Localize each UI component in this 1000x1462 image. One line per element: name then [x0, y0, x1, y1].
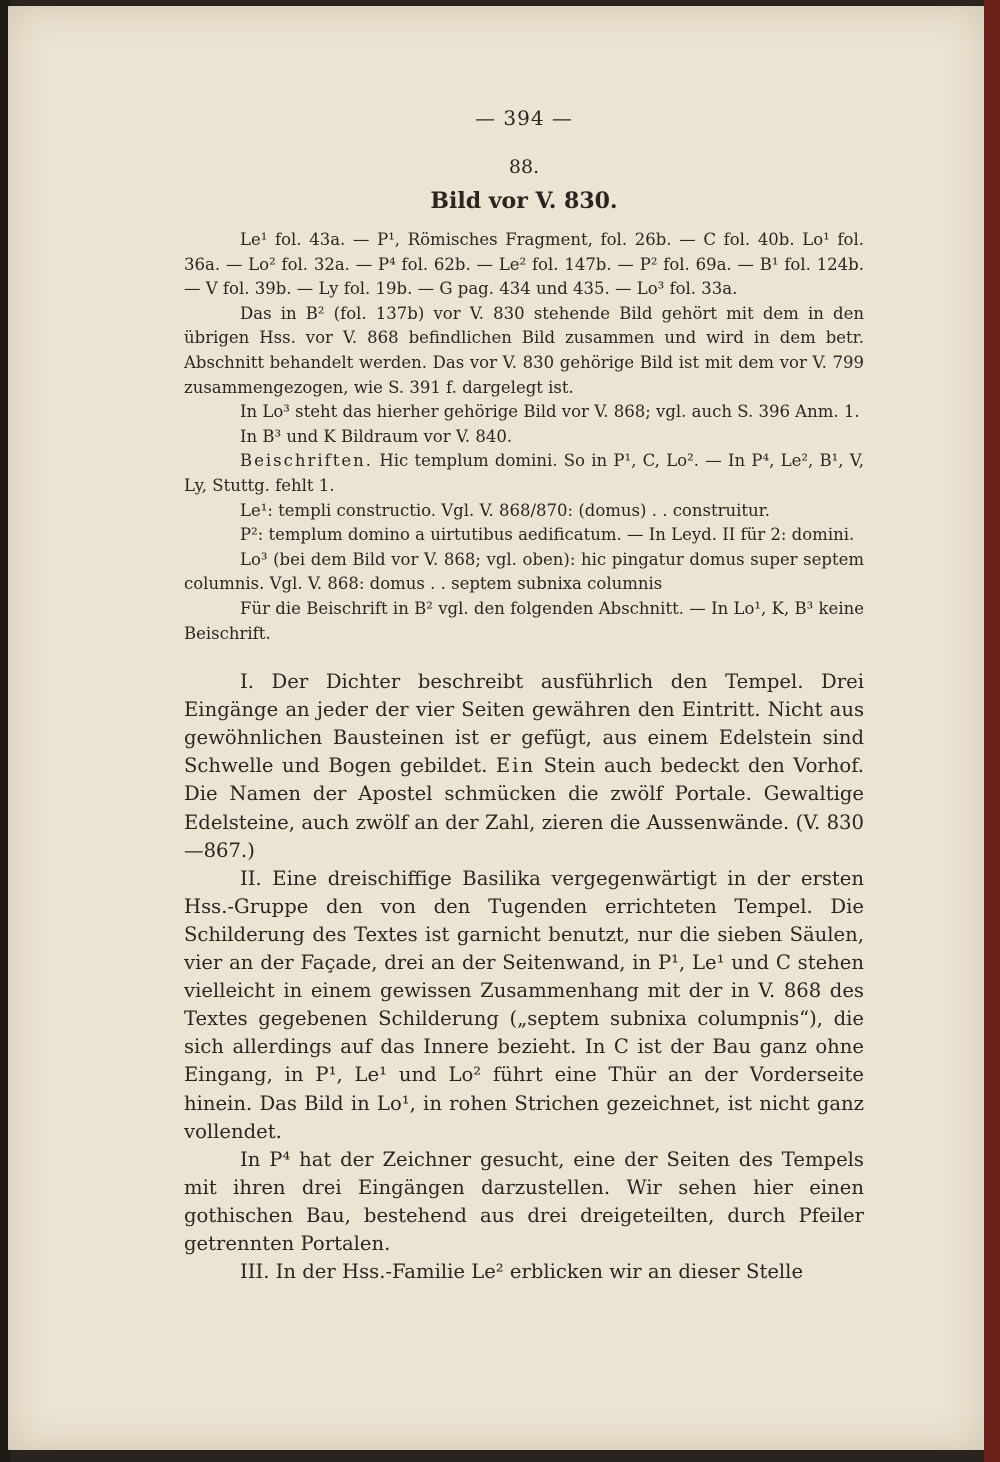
- paragraph-II: II. Eine dreischiffige Basilika vergegenwärtigt in der ersten Hss.-Gruppe den von den Tugenden errichteten Tempel. Die Schilderung des Textes ist garnicht benutzt, nur die sieben Säulen, vier an der Façade, drei an der Seitenwand, in P¹, Le¹ und C stehen vielleicht in einem gewissen Zusammenhang mit der in V. 868 des Textes gegebenen Schilderung („septem subnixa columpnis“), die sich allerdings auf das Innere bezieht. In C ist der Bau ganz ohne Eingang, in P¹, Le¹ und Lo² führt eine Thür an der Vorderseite hinein. Das Bild in Lo¹, in rohen Strichen gezeichnet, ist nicht ganz vollendet.: [184, 866, 864, 1143]
- note-paragraph: Le¹: templi constructio. Vgl. V. 868/870: (domus) . . construitur.: [240, 500, 770, 520]
- note-paragraph: P²: templum domino a uirtutibus aedificatum. — In Leyd. II für 2: domini.: [240, 525, 855, 545]
- note-paragraph: Für die Beischrift in B² vgl. den folgenden Abschnitt. — In Lo¹, K, B³ keine Beischrift.: [184, 598, 864, 643]
- section-title: Bild vor V. 830.: [430, 188, 618, 214]
- spaced-word: Ein: [495, 754, 536, 778]
- paragraph-P4: In P⁴ hat der Zeichner gesucht, eine der Seiten des Tempels mit ihren drei Eingängen darzustellen. Wir sehen hier einen gothischen Bau, bestehend aus drei dreigeteilten, durch Pfeiler getrennten Portalen.: [184, 1147, 864, 1255]
- beischriften-text: Hic templum domini. So in P¹, C, Lo². — In P⁴, Le², B¹, V, Ly, Stuttg. fehlt 1.: [184, 451, 864, 495]
- page-content: [184, 106, 864, 1286]
- sigla-paragraph: Le¹ fol. 43a. — P¹, Römisches Fragment, fol. 26b. — C fol. 40b. Lo¹ fol. 36a. — Lo² fol. 32a. — P⁴ fol. 62b. — Le² fol. 147b. — P² fol. 69a. — B¹ fol. 124b. — V fol. 39b. — Ly fol. 19b. — G pag. 434 und 435. — Lo³ fol. 33a.: [184, 230, 864, 299]
- page-number: — 394 —: [475, 106, 573, 130]
- paragraph-text: Stein auch bedeckt den Vorhof. Die Namen der Apostel schmücken die zwölf Portale. Gewaltige Edelsteine, auch zwölf an der Zahl, zieren die Aussenwände. (V. 830—867.): [184, 754, 864, 862]
- note-paragraph: Lo³ (bei dem Bild vor V. 868; vgl. oben): hic pingatur domus super septem columnis. Vgl. V. 868: domus . . septem subnixa columnis: [184, 549, 864, 594]
- paragraph-I: [184, 668, 864, 865]
- book-page: [8, 6, 984, 1450]
- section-number: 88.: [508, 156, 540, 178]
- book-binding-right: [984, 0, 1000, 1462]
- paragraph-III: III. In der Hss.-Familie Le² erblicken wir an dieser Stelle: [240, 1260, 804, 1284]
- main-text: [184, 668, 864, 1286]
- note-paragraph: In B³ und K Bildraum vor V. 840.: [240, 426, 513, 446]
- beischriften-label: Beischriften.: [240, 451, 374, 471]
- note-paragraph: In Lo³ steht das hierher gehörige Bild vor V. 868; vgl. auch S. 396 Anm. 1.: [240, 402, 860, 422]
- note-paragraph: Das in B² (fol. 137b) vor V. 830 stehende Bild gehört mit dem in den übrigen Hss. vor V. 868 befindlichen Bild zusammen und wird in dem betr. Abschnitt behandelt werden. Das vor V. 830 gehörige Bild ist mit dem vor V. 799 zusammengezogen, wie S. 391 f. dargelegt ist.: [184, 303, 864, 397]
- beischriften-paragraph: [184, 449, 864, 498]
- paragraph-text: I. Der Dichter beschreibt ausführlich den Tempel. Drei Eingänge an jeder der vier Seiten gewähren den Eintritt. Nicht aus gewöhnlichen Bausteinen ist er gefügt, aus einem Edelstein sind Schwelle und Bogen gebildet.: [184, 670, 864, 778]
- apparatus-block: [184, 228, 864, 646]
